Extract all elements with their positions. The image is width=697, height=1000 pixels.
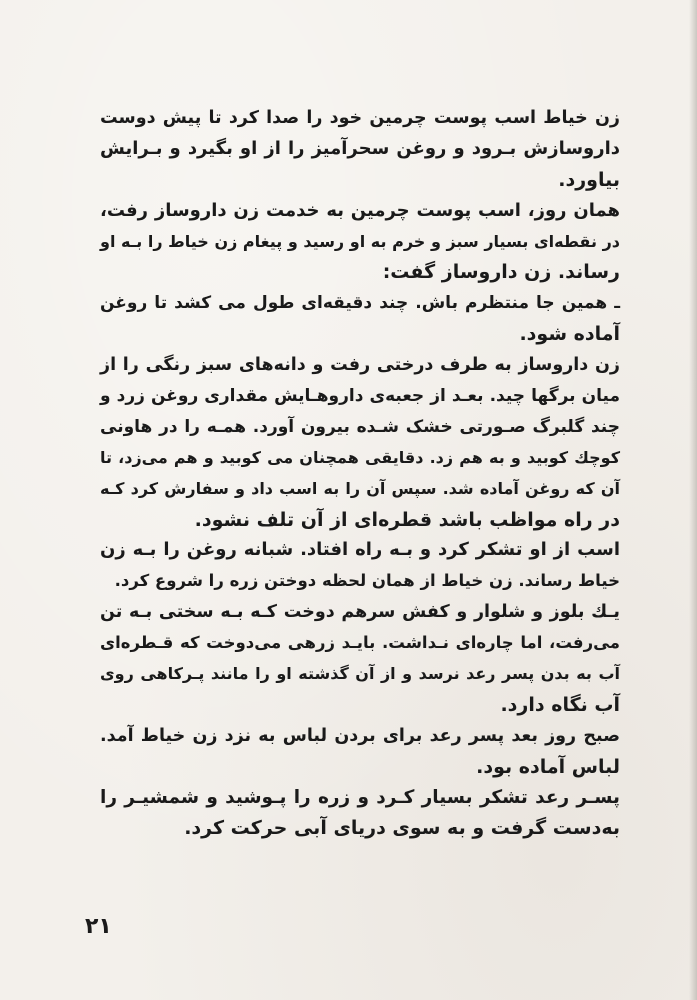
text-line: به‌دست گرفت و به سوی دریای آبی حرکت کرد. xyxy=(184,817,620,840)
text-line: همان روز، اسب پوست چرمین به خدمت زن داروساز رفت، xyxy=(100,199,620,221)
text-line: لباس آماده بود. xyxy=(476,755,620,778)
text-line: آماده شود. xyxy=(519,323,620,346)
text-line: آب به بدن پسر رعد نرسد و از آن گذشته او را مانند پـرکاهی روی xyxy=(100,664,620,684)
text-line: چند گلبرگ صـورتی خشک شـده بیرون آورد. همـه را در هاونی xyxy=(100,416,620,437)
text-line: اسب از او تشکر کرد و بـه راه افتاد. شبانه روغن را بـه زن xyxy=(100,539,620,561)
text-line: پسـر رعد تشکر بسیار کـرد و زره را پـوشید و شمشیـر را xyxy=(100,786,620,808)
text-line: یـك بلوز و شلوار و کفش سرهم دوخت کـه بـه سختی بـه تن xyxy=(100,602,620,623)
text-line: آب نگاه دارد. xyxy=(500,693,620,716)
text-line: ـ همین جا منتظرم باش. چند دقیقه‌ای طول می کشد تا روغن xyxy=(100,293,620,314)
body-text xyxy=(100,103,620,844)
text-line: در نقطه‌ای بسیار سبز و خرم به او رسید و پیغام زن خیاط را بـه او xyxy=(100,231,620,251)
text-line: رساند. زن داروساز گفت: xyxy=(382,261,620,284)
text-line: میان برگها چید. بعـد از جعبه‌ی داروهـایش مقداری روغن زرد و xyxy=(100,386,620,407)
text-line: در راه مواظب باشد قطره‌ای از آن تلف نشود. xyxy=(194,508,620,531)
text-line: می‌رفت، اما چاره‌ای نـداشت. بایـد زرهی می‌دوخت که قـطره‌ای xyxy=(100,633,620,653)
text-line: زن داروساز به طرف درختی رفت و دانه‌های سبز رنگی را از xyxy=(100,355,620,376)
page-number: ۲۱ xyxy=(85,914,112,939)
text-line: خیاط رساند. زن خیاط از همان لحظه دوختن زره را شروع کرد. xyxy=(114,571,620,591)
text-line: صبح روز بعد پسر رعد برای بردن لباس به نزد زن خیاط آمد. xyxy=(100,725,620,746)
text-line: داروسازش بـرود و روغن سحرآمیز را از او بگیرد و بـرایش xyxy=(100,137,620,159)
text-line: آن که روغن آماده شد. سپس آن را به اسب داد و سفارش کرد کـه xyxy=(100,478,620,498)
text-line: کوچك کوبید و به هم زد. دقایقی همچنان می کوبید و هم می‌زد، تا xyxy=(100,447,620,467)
text-line: زن خیاط اسب پوست چرمین خود را صدا کرد تا پیش دوست xyxy=(100,108,620,128)
text-line: بیاورد. xyxy=(558,168,620,191)
page-edge-shadow xyxy=(689,0,697,1000)
